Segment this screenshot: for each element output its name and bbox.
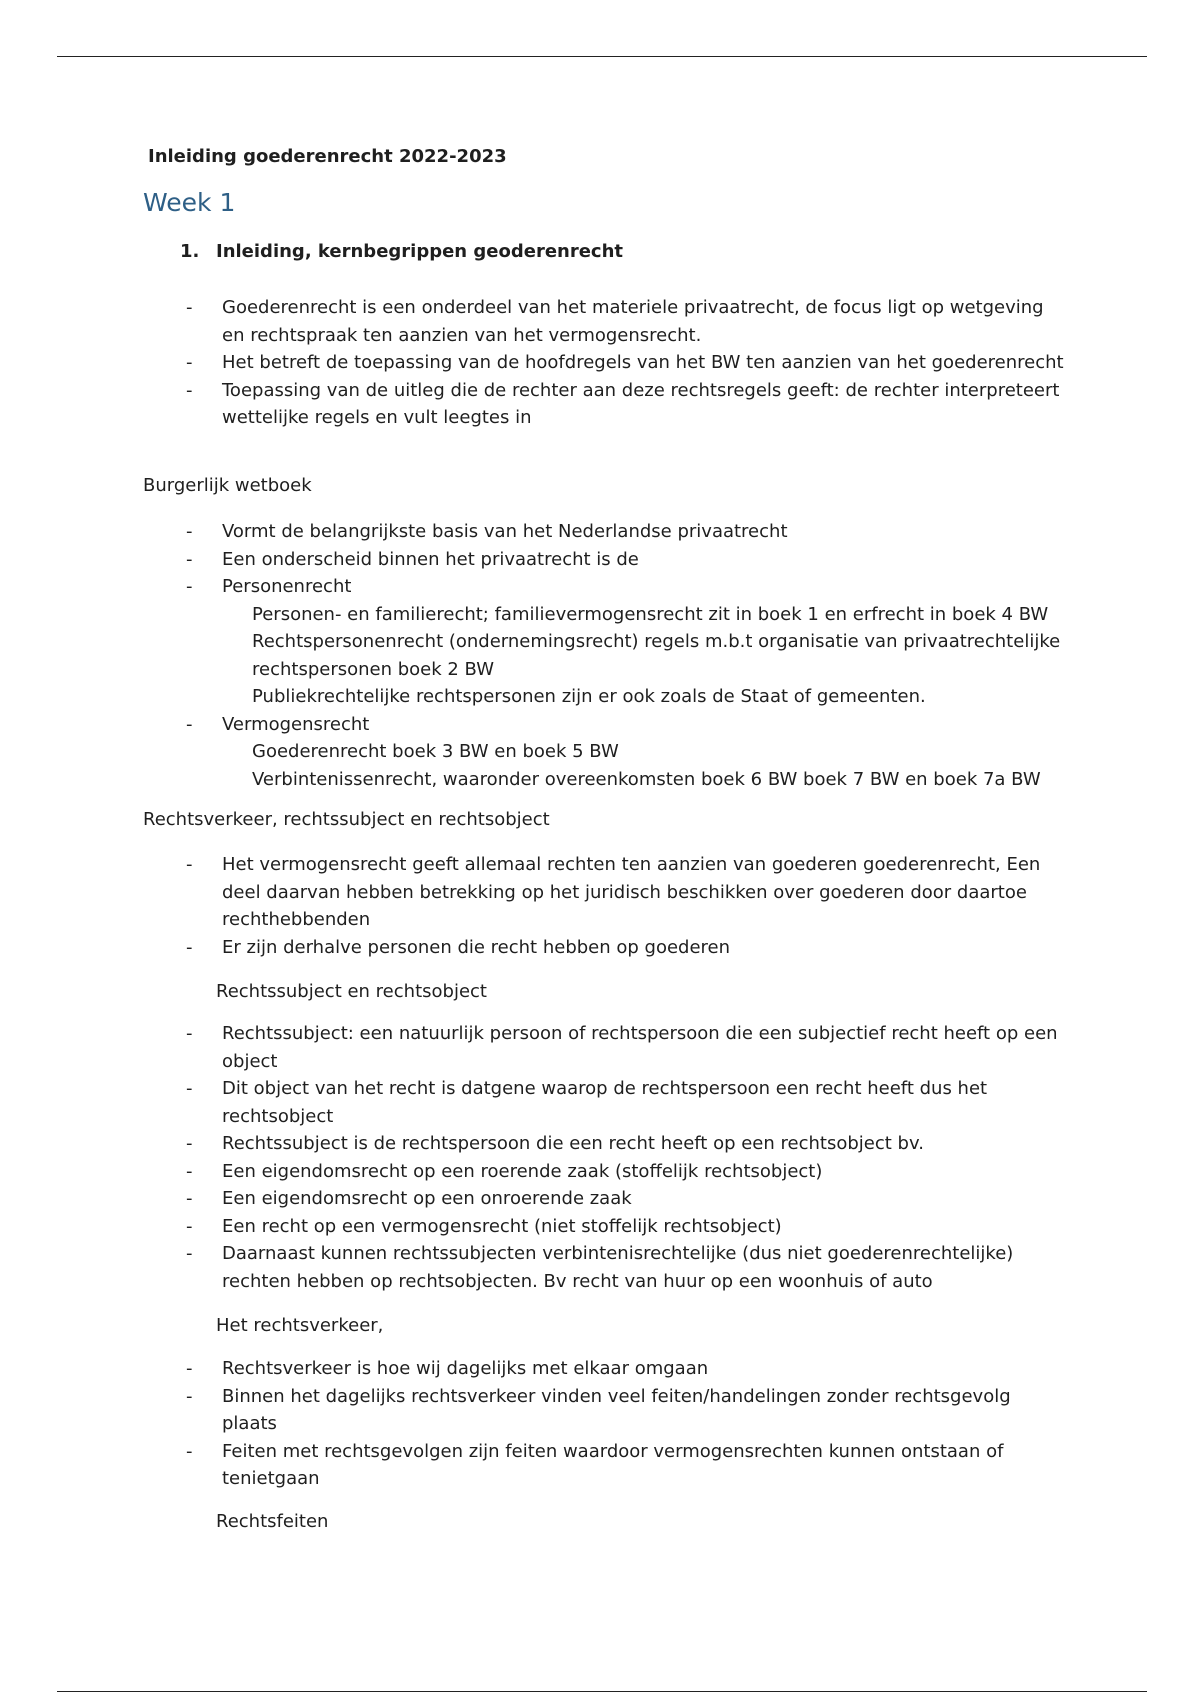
list-item-text: Rechtssubject is de rechtspersoon die een recht heeft op een rechtsobject bv. — [222, 1133, 924, 1154]
dash-marker: - — [186, 1215, 193, 1237]
rv-label: Rechtsverkeer, rechtssubject en rechtsobject — [143, 809, 550, 830]
sub-item: Publiekrechtelijke rechtspersonen zijn er ook zoals de Staat of gemeenten. — [252, 686, 926, 707]
bw-label: Burgerlijk wetboek — [143, 475, 312, 496]
header-rule — [57, 56, 1147, 57]
list-item-text: Daarnaast kunnen rechtssubjecten verbintenisrechtelijke (dus niet goederenrechtelijke) rechten hebben op rechtsobjecten. Bv recht van huur op een woonhuis of auto — [222, 1243, 1014, 1292]
list-item — [0, 1158, 1200, 1186]
list-item — [0, 1383, 1200, 1438]
list-item-text: Een onderscheid binnen het privaatrecht is de — [222, 548, 639, 570]
list-item — [0, 711, 1200, 794]
list-item — [0, 1020, 1200, 1075]
list-item-text: Rechtsverkeer is hoe wij dagelijks met elkaar omgaan — [222, 1358, 709, 1379]
dash-marker: - — [186, 1440, 193, 1462]
list-item-text: Vormt de belangrijkste basis van het Nederlandse privaatrecht — [222, 521, 788, 542]
dash-marker: - — [186, 936, 193, 958]
sub-item: Personen- en familierecht; familievermogensrecht zit in boek 1 en erfrecht in boek 4 BW — [252, 603, 1049, 625]
list-item-text: Vermogensrecht — [222, 713, 370, 735]
sub-item: Goederenrecht boek 3 BW en boek 5 BW — [252, 741, 619, 762]
dash-marker: - — [186, 1243, 193, 1264]
dash-marker: - — [186, 1078, 193, 1099]
section-number: 1. — [180, 241, 200, 262]
list-item — [0, 377, 1200, 432]
dash-marker: - — [186, 1358, 193, 1379]
list-item — [0, 851, 1200, 934]
list-item-text: Feiten met rechtsgevolgen zijn feiten waardoor vermogensrechten kunnen ontstaan of tenietgaan — [222, 1440, 1004, 1489]
dash-marker: - — [186, 297, 193, 318]
list-item-text: Dit object van het recht is datgene waarop de rechtspersoon een recht heeft dus het rechtsobject — [222, 1078, 988, 1127]
dash-marker: - — [186, 521, 193, 542]
dash-marker: - — [186, 1160, 193, 1182]
rv-list — [0, 851, 1200, 961]
list-item — [0, 1240, 1200, 1295]
list-item-text: Een eigendomsrecht op een onroerende zaak — [222, 1188, 632, 1209]
dash-marker: - — [186, 548, 193, 570]
dash-marker: - — [186, 1023, 193, 1044]
list-item — [0, 546, 1200, 574]
list-item — [0, 1130, 1200, 1158]
section-heading — [180, 238, 623, 266]
dash-marker: - — [186, 1385, 193, 1407]
list-item — [0, 1355, 1200, 1383]
dash-marker: - — [186, 576, 193, 597]
list-item-text: Er zijn derhalve personen die recht hebben op goederen — [222, 936, 731, 958]
list-item — [0, 349, 1200, 377]
list-item — [0, 1075, 1200, 1130]
rf-label: Rechtsfeiten — [216, 1511, 329, 1532]
list-item-text: Het vermogensrecht geeft allemaal rechten ten aanzien van goederen goederenrecht, Een deel daarvan hebben betrekking op het juridisch beschikken over goederen door daartoe rechthebbenden — [222, 854, 1041, 930]
hr-list — [0, 1355, 1200, 1493]
footer-rule — [57, 1691, 1147, 1692]
list-item-text: Een eigendomsrecht op een roerende zaak (stoffelijk rechtsobject) — [222, 1160, 823, 1182]
bw-list — [0, 518, 1200, 793]
week-heading: Week 1 — [143, 188, 236, 217]
rs-label: Rechtssubject en rechtsobject — [216, 981, 487, 1002]
dash-marker: - — [186, 352, 193, 373]
dash-marker: - — [186, 713, 193, 735]
sub-item: Verbintenissenrecht, waaronder overeenkomsten boek 6 BW boek 7 BW en boek 7a BW — [252, 768, 1041, 790]
hr-label: Het rechtsverkeer, — [216, 1315, 384, 1336]
list-item — [0, 1213, 1200, 1241]
dash-marker: - — [186, 854, 193, 875]
list-item-text: Toepassing van de uitleg die de rechter aan deze rechtsregels geeft: de rechter interpreteert wettelijke regels en vult leegtes in — [222, 379, 1060, 428]
list-item-text: Binnen het dagelijks rechtsverkeer vinden veel feiten/handelingen zonder rechtsgevolg plaats — [222, 1385, 1011, 1434]
list-item-text: Rechtssubject: een natuurlijk persoon of rechtspersoon die een subjectief recht heeft op een object — [222, 1023, 1058, 1072]
sub-item: Rechtspersonenrecht (ondernemingsrecht) regels m.b.t organisatie van privaatrechtelijke rechtspersonen boek 2 BW — [252, 631, 1061, 680]
dash-marker: - — [186, 379, 193, 401]
intro-list — [0, 294, 1200, 432]
dash-marker: - — [186, 1188, 193, 1209]
document-title: Inleiding goederenrecht 2022-2023 — [148, 146, 507, 167]
dash-marker: - — [186, 1133, 193, 1154]
list-item-text: Personenrecht — [222, 576, 352, 597]
list-item-text: Het betreft de toepassing van de hoofdregels van het BW ten aanzien van het goederenrecht — [222, 352, 1064, 373]
list-item — [0, 1185, 1200, 1213]
section-heading-text: Inleiding, kernbegrippen geoderenrecht — [216, 241, 624, 262]
list-item-text: Goederenrecht is een onderdeel van het materiele privaatrecht, de focus ligt op wetgeving en rechtspraak ten aanzien van het vermogensrecht. — [222, 297, 1044, 346]
list-item — [0, 934, 1200, 962]
list-item — [0, 518, 1200, 546]
rs-list — [0, 1020, 1200, 1295]
list-item-text: Een recht op een vermogensrecht (niet stoffelijk rechtsobject) — [222, 1215, 782, 1237]
list-item — [0, 1438, 1200, 1493]
list-item — [0, 294, 1200, 349]
list-item — [0, 573, 1200, 711]
